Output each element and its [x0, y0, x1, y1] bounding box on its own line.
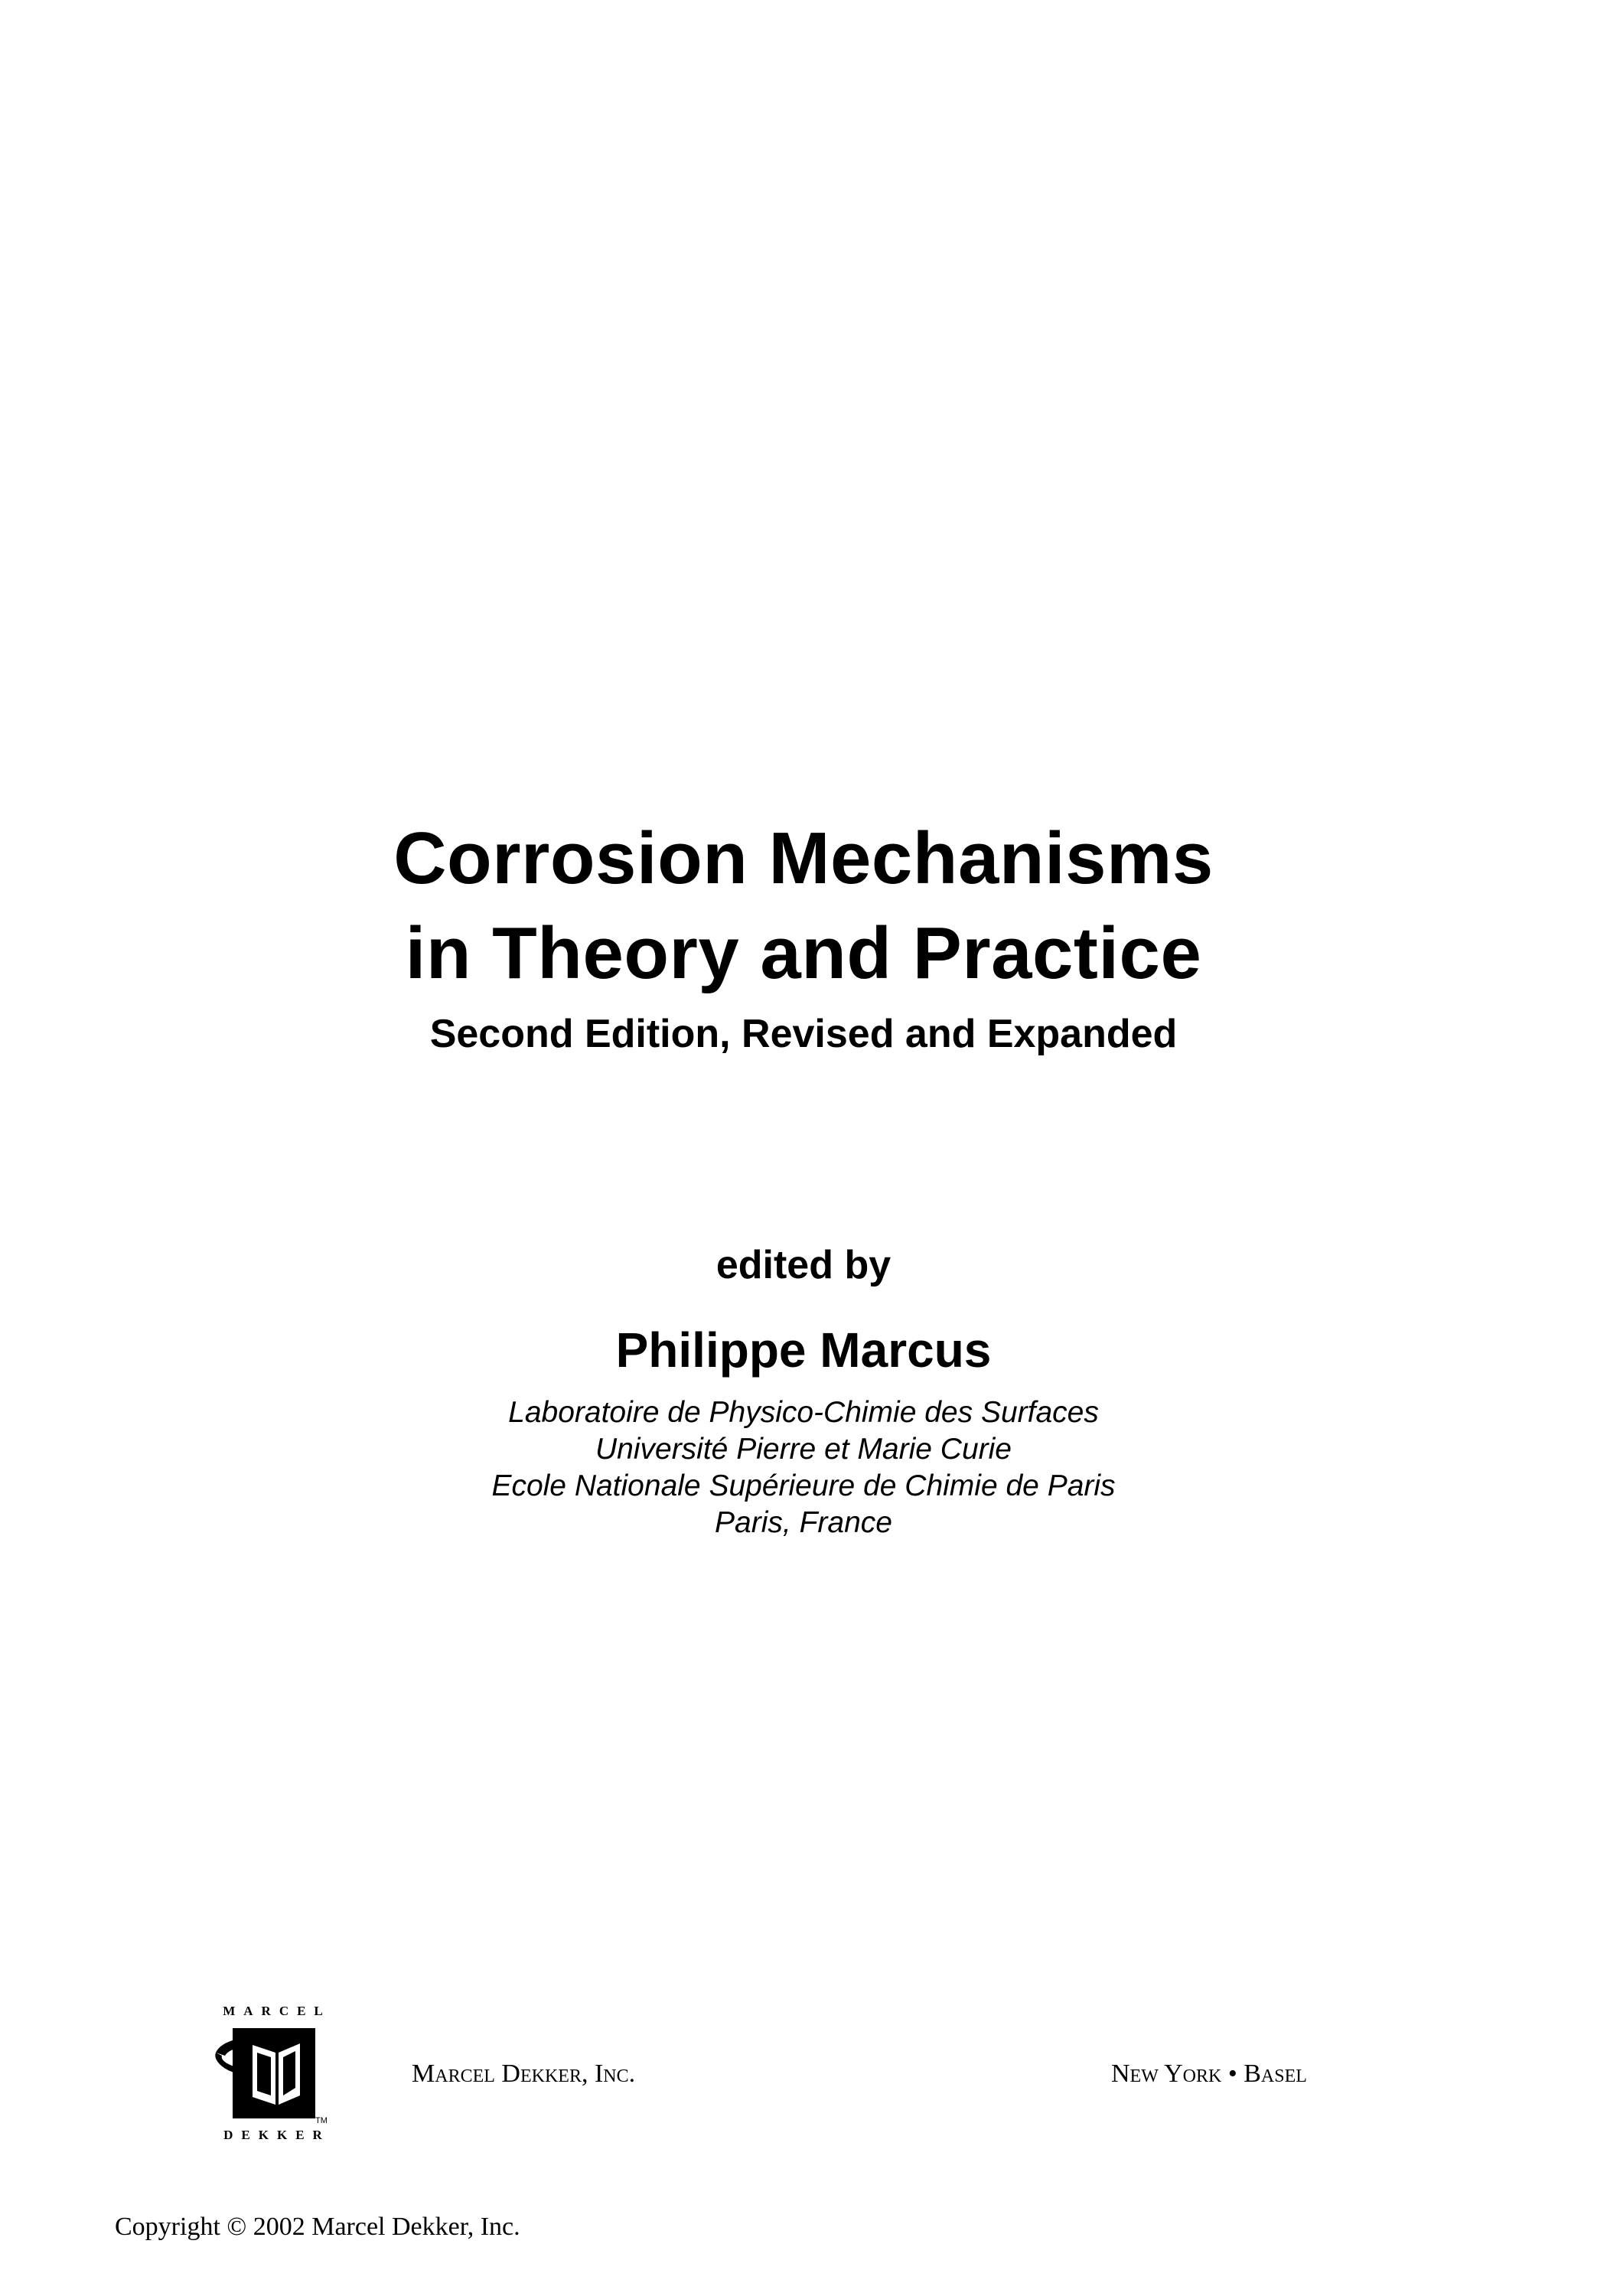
editor-name: Philippe Marcus [615, 1322, 992, 1378]
book-subtitle: Second Edition, Revised and Expanded [429, 1012, 1178, 1056]
logo-wordmark-bottom: DEKKER [223, 2128, 331, 2142]
editor-affiliation [0, 1394, 1607, 1541]
edited-by-label: edited by [715, 1243, 892, 1287]
book-title-line-2: in Theory and Practice [405, 912, 1202, 994]
copyright-notice: Copyright © 2002 Marcel Dekker, Inc. [115, 2213, 520, 2241]
title-block [0, 811, 1607, 1061]
book-title-line-1: Corrosion Mechanisms [393, 817, 1214, 899]
logo-wordmark-top: MARCEL [223, 2004, 331, 2018]
publisher-name: Marcel Dekker, Inc. [412, 2060, 636, 2088]
book-logo-icon [208, 2022, 346, 2126]
publisher-logo [208, 2004, 346, 2146]
publisher-cities: New York • Basel [1111, 2060, 1307, 2088]
trademark-symbol: TM [315, 2116, 328, 2125]
affiliation-line: Paris, France [715, 1506, 892, 1539]
affiliation-line: Ecole Nationale Supérieure de Chimie de Paris [491, 1469, 1116, 1502]
affiliation-line: Laboratoire de Physico-Chimie des Surfaces [508, 1396, 1099, 1429]
affiliation-line: Université Pierre et Marie Curie [595, 1433, 1012, 1466]
